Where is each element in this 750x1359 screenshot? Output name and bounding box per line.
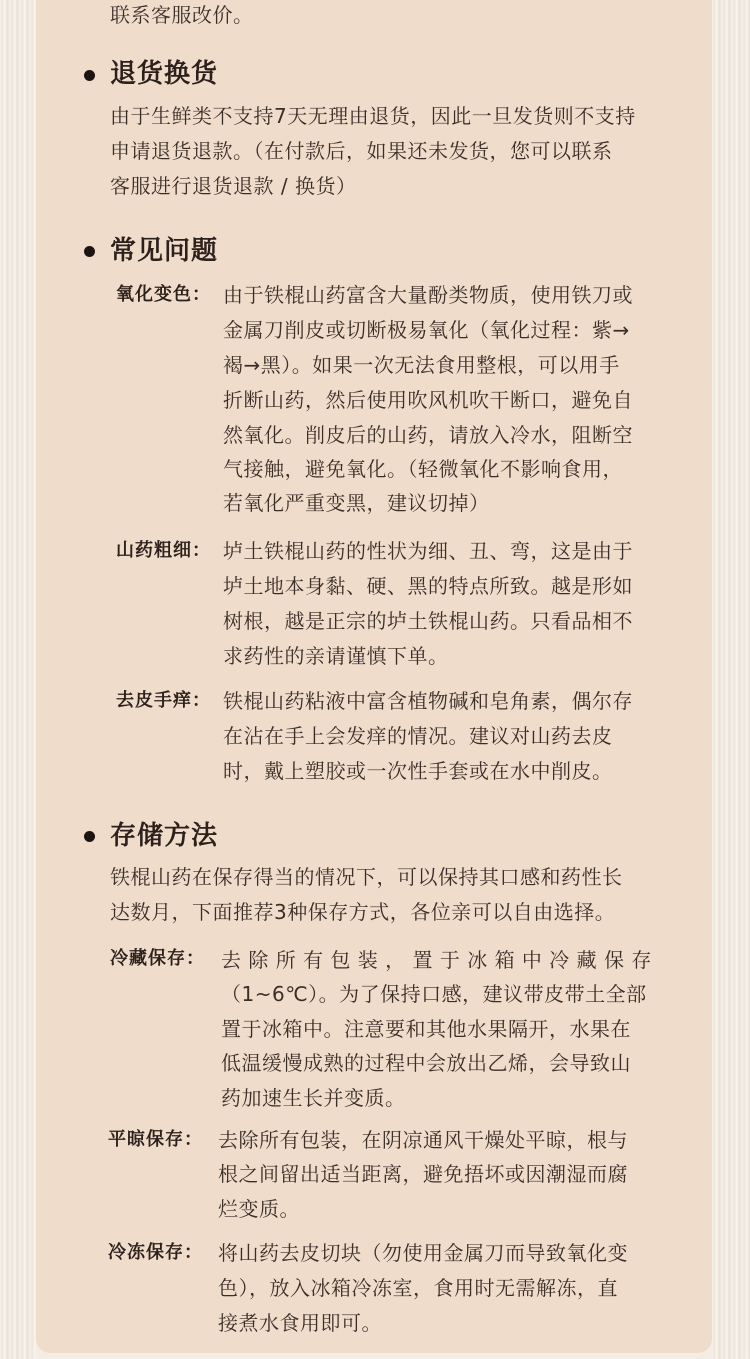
faq-text-line: 若氧化严重变黑，建议切掉） xyxy=(223,491,490,515)
storage-label-refrigerate: 冷藏保存： xyxy=(110,948,205,969)
faq-label-itchy: 去皮手痒： xyxy=(116,690,211,711)
storage-label-airdry: 平晾保存： xyxy=(108,1129,203,1150)
storage-text-line: 药加速生长并变质。 xyxy=(221,1086,406,1110)
storage-intro-line: 铁棍山药在保存得当的情况下，可以保持其口感和药性长 xyxy=(110,865,623,889)
section-heading-storage: 存储方法 xyxy=(110,821,219,851)
storage-text-line: 将山药去皮切块（勿使用金属刀而导致氧化变 xyxy=(218,1241,628,1265)
storage-text-line: 去除所有包装，在阴凉通风干燥处平晾，根与 xyxy=(218,1128,628,1152)
storage-label-freeze: 冷冻保存： xyxy=(108,1242,203,1263)
storage-text-line: 色），放入冰箱冷冻室，食用时无需解冻，直 xyxy=(218,1276,618,1300)
faq-text-line: 垆土地本身黏、硬、黑的特点所致。越是形如 xyxy=(223,574,633,598)
returns-text-line: 客服进行退货退款 / 换货） xyxy=(110,174,357,198)
faq-text-line: 气接触，避免氧化。（轻微氧化不影响食用， xyxy=(223,457,623,481)
faq-text-line: 褐→黑）。如果一次无法食用整根，可以用手 xyxy=(223,353,620,377)
faq-text-line: 垆土铁棍山药的性状为细、丑、弯，这是由于 xyxy=(223,539,633,563)
faq-text-line: 在沾在手上会发痒的情况。建议对山药去皮 xyxy=(223,724,613,748)
faq-text-line: 铁棍山药粘液中富含植物碱和皂角素，偶尔存 xyxy=(223,689,633,713)
storage-intro-line: 达数月，下面推荐3种保存方式，各位亲可以自由选择。 xyxy=(110,900,616,924)
section-heading-returns: 退货换货 xyxy=(110,59,219,89)
faq-label-thickness: 山药粗细： xyxy=(116,540,211,561)
faq-text-line: 折断山药，然后使用吹风机吹干断口，避免自 xyxy=(223,388,633,412)
faq-text-line: 由于铁棍山药富含大量酚类物质，使用铁刀或 xyxy=(223,283,633,307)
storage-text-line: （1~6℃）。为了保持口感，建议带皮带土全部 xyxy=(221,982,647,1006)
returns-text-line: 由于生鲜类不支持7天无理由退货，因此一旦发货则不支持 xyxy=(110,104,636,128)
storage-text-line: 低温缓慢成熟的过程中会放出乙烯，会导致山 xyxy=(221,1051,631,1075)
storage-text-line: 去 除 所 有 包 装 ， 置 于 冰 箱 中 冷 藏 保 存 xyxy=(221,948,652,972)
faq-text-line: 求药性的亲请谨慎下单。 xyxy=(223,644,449,668)
section-heading-faq: 常见问题 xyxy=(110,236,219,266)
storage-text-line: 烂变质。 xyxy=(218,1197,300,1221)
faq-text-line: 树根，越是正宗的垆土铁棍山药。只看品相不 xyxy=(223,609,633,633)
faq-text-line: 金属刀削皮或切断极易氧化（氧化过程：紫→ xyxy=(223,318,630,342)
bullet-dot xyxy=(84,246,95,257)
faq-text-line: 然氧化。削皮后的山药，请放入冷水，阻断空 xyxy=(223,423,633,447)
bullet-dot xyxy=(84,831,95,842)
storage-text-line: 根之间留出适当距离，避免捂坏或因潮湿而腐 xyxy=(218,1162,628,1186)
bullet-dot xyxy=(84,70,95,81)
storage-text-line: 接煮水食用即可。 xyxy=(218,1311,382,1335)
returns-text-line: 申请退货退款。（在付款后，如果还未发货，您可以联系 xyxy=(110,139,613,163)
intro-tail-text: 联系客服改价。 xyxy=(110,3,254,27)
faq-label-oxidation: 氧化变色： xyxy=(116,284,211,305)
storage-text-line: 置于冰箱中。注意要和其他水果隔开，水果在 xyxy=(221,1017,631,1041)
faq-text-line: 时，戴上塑胶或一次性手套或在水中削皮。 xyxy=(223,759,613,783)
